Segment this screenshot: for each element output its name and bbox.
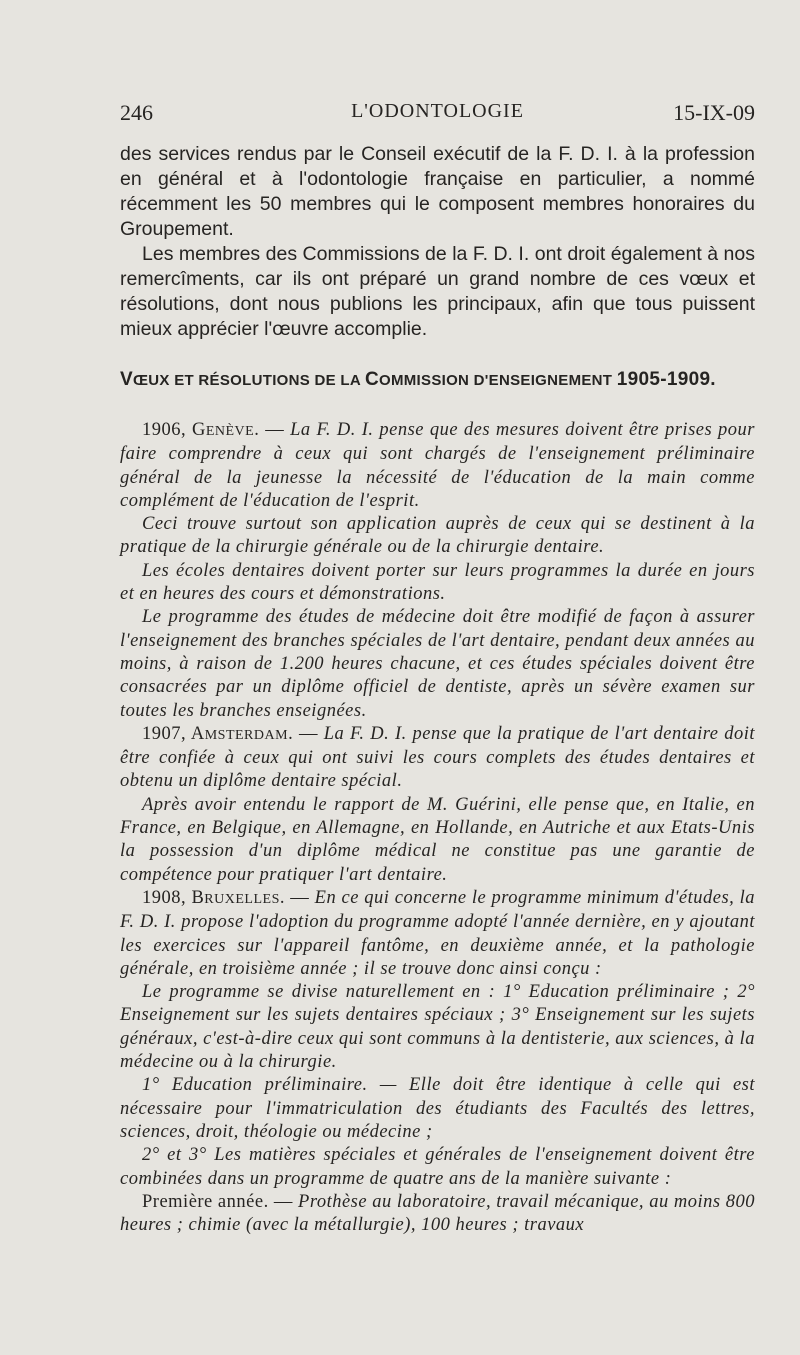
- heading-years: 1905-1909.: [616, 369, 716, 390]
- first-year-text: Prothèse au laboratoire, travail mécanique, au moins 800 heures ; chimie (avec la métallurgie), 100 heures ; travaux: [120, 1191, 755, 1236]
- heading-cap-c: C: [364, 369, 379, 390]
- first-year-label: Première année. —: [142, 1191, 299, 1212]
- resolution-1906-text: La F. D. I. pense que des mesures doivent être prises pour faire comprendre à ceux qui sont chargés de l'enseignement préliminaire général de la jeunesse la nécessité de l'éducation de la main comme complément de l'éducation de l'esprit.: [120, 420, 755, 511]
- page-body: [120, 142, 755, 1237]
- resolution-1906: [120, 419, 755, 513]
- resolution-1907-year: 1907, A: [142, 723, 205, 744]
- resolution-1906-city: ENÈVE: [205, 424, 255, 439]
- resolution-1906-b: Ceci trouve surtout son application auprès de ceux qui se destinent à la pratique de la chirurgie générale ou de la chirurgie dentaire.: [120, 514, 755, 558]
- resolution-1906-c: Les écoles dentaires doivent porter sur leurs programmes la durée en jours et en heures des cours et démonstrations.: [120, 560, 755, 605]
- journal-title: L'ODONTOLOGIE: [351, 100, 524, 122]
- intro-paragraph-2: Les membres des Commissions de la F. D. I. ont droit également à nos remercîments, car ils ont préparé un grand nombre de ces vœux et résolutions, dont nous publions les principaux, afin que tous puissent mieux apprécier l'œuvre accomplie.: [120, 243, 755, 340]
- resolution-1908-label: [142, 888, 315, 908]
- first-year-paragraph: [120, 1191, 755, 1238]
- resolution-1906-d: Le programme des études de médecine doit être modifié de façon à assurer l'enseignement des branches spéciales de l'art dentaire, pendant deux années au moins, à raison de 1.200 heures chacune, et ces études spéciales doivent être consacrées par un diplôme officiel de dentiste, après un sévère examen sur toutes les branches enseignées.: [120, 607, 755, 721]
- page-header: [120, 100, 755, 130]
- resolution-1907-city: MSTERDAM: [204, 727, 289, 743]
- resolution-1907: [120, 723, 755, 794]
- resolution-1908: [120, 887, 755, 981]
- resolution-1907-b: Après avoir entendu le rapport de M. Guérini, elle pense que, en Italie, en France, en Belgique, en Allemagne, en Hollande, en Autriche et aux Etats-Unis la possession d'un diplôme médical ne constitue pas une garantie de compétence pour pratiquer l'art dentaire.: [120, 794, 755, 885]
- resolution-1906-label: [142, 420, 290, 440]
- heading-cap-v: V: [120, 369, 133, 390]
- section-heading: [120, 368, 755, 393]
- resolution-1906-year: 1906, G: [142, 420, 206, 440]
- issue-date: 15-IX-09: [673, 100, 755, 125]
- heading-sc-2: OMMISSION D'ENSEIGNEMENT: [378, 372, 617, 389]
- page-number: 246: [120, 100, 153, 125]
- resolution-1908-city: RUXELLES: [204, 891, 280, 907]
- resolution-1906-sep: . —: [254, 420, 291, 440]
- resolution-1908-d: 2° et 3° Les matières spéciales et générales de l'enseignement doivent être combinées dans un programme de quatre ans de la manière suivante :: [120, 1145, 755, 1189]
- resolution-1908-text: En ce qui concerne le programme minimum d'études, la F. D. I. propose l'adoption du programme adopté l'année dernière, en y ajoutant les exercices sur l'appareil fantôme, en deuxième année, et la pathologie générale, en troisième année ; il se trouve donc ainsi conçu :: [120, 887, 755, 979]
- resolution-1908-b: Le programme se divise naturellement en : 1° Education préliminaire ; 2° Enseignement sur les sujets dentaires spéciaux ; 3° Enseignement sur les sujets généraux, c'est-à-dire ceux qui sont communs à la dentisterie, aux sciences, à la médecine ou à la chirurgie.: [120, 982, 755, 1073]
- resolution-1908-year: 1908, B: [142, 887, 205, 908]
- resolution-1907-label: [142, 724, 324, 744]
- intro-paragraph-1: des services rendus par le Conseil exécutif de la F. D. I. à la profession en général et à l'odontologie française en particulier, a nommé récemment les 50 membres qui le composent membres honoraires du Groupement.: [120, 143, 755, 240]
- resolution-1908-sep: . —: [279, 887, 315, 908]
- heading-sc-1: ŒUX ET RÉSOLUTIONS DE LA: [132, 372, 365, 389]
- resolution-1908-c: 1° Education préliminaire. — Elle doit être identique à celle qui est nécessaire pour l'immatriculation des étudiants des Facultés des lettres, sciences, droit, théologie ou médecine ;: [120, 1075, 755, 1142]
- resolution-1907-text: La F. D. I. pense que la pratique de l'art dentaire doit être confiée à ceux qui ont suivi les cours complets des études dentaires et obtenu un diplôme dentaire spécial.: [120, 723, 756, 792]
- resolution-1907-sep: . —: [288, 723, 324, 744]
